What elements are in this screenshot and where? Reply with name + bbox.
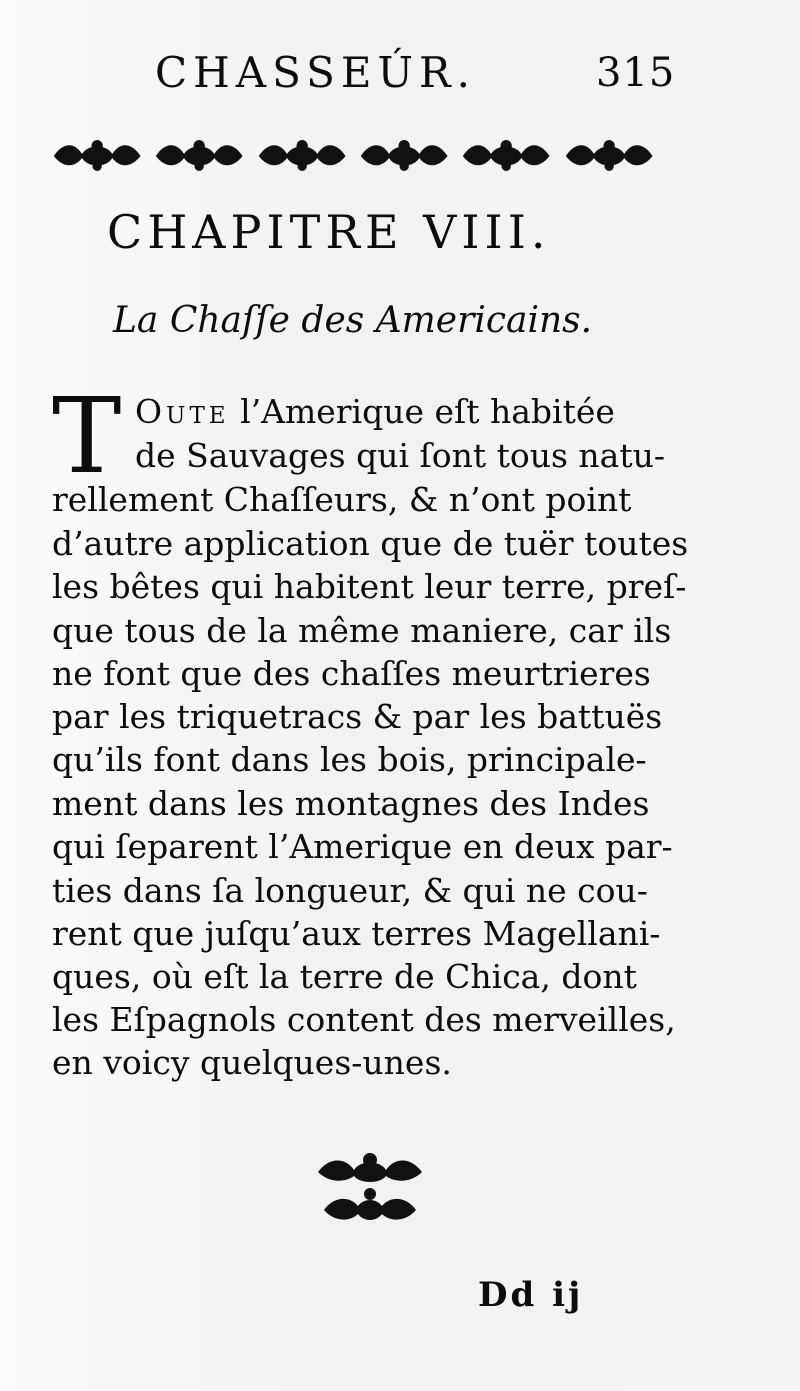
body-line: de Sauvages qui ſont tous natu- [135,436,665,475]
body-line: rent que juſqu’aux terres Magellani- [52,914,661,953]
body-line: d’autre application que de tuër toutes [52,524,689,563]
floral-ornament-icon [459,134,553,176]
floral-ornament-icon [152,134,246,176]
floral-ornament-icon [255,134,349,176]
body-line: qui ſeparent l’Amerique en deux par- [52,827,673,866]
body-line: que tous de la même maniere, car ils [52,611,672,650]
body-line: ne font que des chaſſes meurtrieres [52,654,651,693]
body-line: ment dans les montagnes des Indes [52,784,650,823]
body-line-text: l’Amerique eſt habitée [240,392,615,431]
body-line: les bêtes qui habitent leur terre, preſ- [52,567,687,606]
drop-cap: T [52,375,122,497]
signature-mark: Dd ij [478,1275,584,1315]
page-number: 315 [596,50,676,96]
body-line: les Eſpagnols content des merveilles, [52,1000,676,1039]
floral-ornament-icon [50,134,144,176]
floral-ornament-icon [562,134,656,176]
body-line: ques, où eſt la terre de Chica, dont [52,957,637,996]
body-line: par les triquetracs & par les battuës [52,697,663,736]
body-line [135,392,615,432]
tailpiece-ornament-icon [310,1150,430,1228]
body-line: ties dans ſa longueur, & qui ne cou- [52,871,648,910]
body-line: qu’ils font dans les bois, principale- [52,740,647,779]
floral-ornament-icon [357,134,451,176]
body-line: rellement Chaſſeurs, & n’ont point [52,480,632,519]
chapter-heading: CHAPITRE VIII. [107,205,551,259]
running-head [0,48,800,108]
body-line: en voicy quelques-unes. [52,1043,452,1082]
first-word: Oute [135,392,230,431]
header-ornament-band [50,134,656,176]
chapter-title: La Chaſſe des Americains. [113,300,593,341]
running-title: CHASSEÚR. [155,48,476,97]
